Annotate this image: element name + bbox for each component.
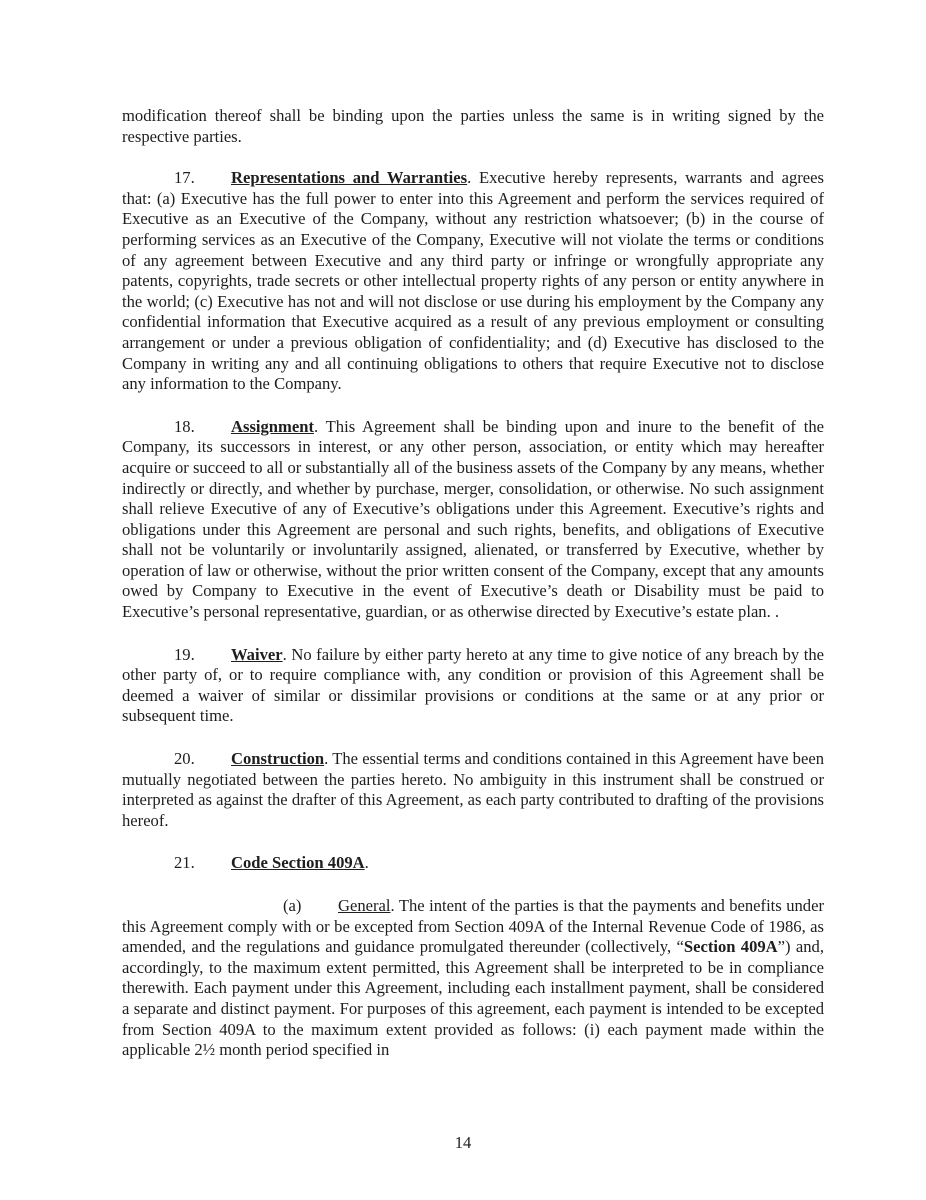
section-heading: Assignment bbox=[231, 416, 314, 436]
subsection-body-end: ”) and, accordingly, to the maximum extent permitted, this Agreement shall be interpreted to be in compliance therewith. Each payment under this Agreement, including each installment payment, shall be considered a separate and distinct payment. For purposes of this agreement, each payment is intended to be excepted from Section 409A to the maximum extent provided as follows: (i) each payment made within the applicable 2½ month period specified in bbox=[122, 937, 824, 1060]
section-body: The essential terms and conditions contained in this Agreement have been mutually negotiated between the parties hereto. No ambiguity in this instrument shall be construed or interpreted as against the drafter of this Agreement, as each party contributed to drafting of the provisions hereof. bbox=[122, 749, 824, 830]
continuation-paragraph: modification thereof shall be binding upon the parties unless the same is in writing signed by the respective parties. bbox=[122, 106, 824, 146]
defined-term: Section 409A bbox=[683, 937, 778, 957]
section-heading-punct: . bbox=[282, 644, 287, 664]
subsection-heading: General bbox=[338, 896, 391, 915]
section-19 bbox=[122, 645, 824, 727]
section-number: 20. bbox=[174, 749, 195, 769]
subsection-label: (a) bbox=[283, 896, 302, 915]
section-heading: Code Section 409A bbox=[231, 853, 365, 873]
section-heading: Waiver bbox=[231, 644, 283, 664]
section-body: This Agreement shall be binding upon and inure to the benefit of the Company, its successors in interest, or any other person, association, or entity which may hereafter acquire or succeed to all or substantially all of the business assets of the Company by any means, whether indirectly or directly, and whether by purchase, merger, consolidation, or otherwise. No such assignment shall relieve Executive of any of Executive’s obligations under this Agreement. Executive’s rights and obligations under this Agreement are personal and such rights, benefits, and obligations of Executive shall not be voluntarily or involuntarily assigned, alienated, or transferred by Executive, whether by operation of law or otherwise, without the prior written consent of the Company, except that any amounts owed by Company to Executive in the event of Executive’s death or Disability must be paid to Executive’s personal representative, guardian, or as otherwise directed by Executive’s estate plan. . bbox=[122, 416, 824, 622]
section-heading: Construction bbox=[231, 749, 325, 769]
section-17 bbox=[122, 168, 824, 395]
section-heading: Representations and Warranties bbox=[231, 168, 468, 188]
subsection-body-start: The intent of the parties is that the payments and benefits under this Agreement comply with or be excepted from Section 409A of the Internal Revenue Code of 1986, as amended, and the regulations and guidance promulgated thereunder (collectively, “ bbox=[122, 896, 824, 957]
page-number: 14 bbox=[454, 1133, 472, 1152]
section-body: No failure by either party hereto at any time to give notice of any breach by the other party of, or to require compliance with, any condition or provision of this Agreement shall be deemed a waiver of similar or dissimilar provisions or conditions at the same or at any prior or subsequent time. bbox=[122, 644, 824, 726]
section-body: Executive hereby represents, warrants and agrees that: (a) Executive has the full power to enter into this Agreement and perform the services required of Executive as an Executive of the Company, without any restriction whatsoever; (b) in the course of performing services as an Executive of the Company, Executive will not violate the terms or conditions of any agreement between Executive and any third party or infringe or wrongfully appropriate any patents, copyrights, trade secrets or other intellectual property rights of any person or entity anywhere in the world; (c) Executive has not and will not disclose or use during his employment by the Company any confidential information that Executive acquired as a result of any previous employment or consulting arrangement or under a previous obligation of confidentiality; and (d) Executive has disclosed to the Company in writing any and all continuing obligations to others that require Executive not to disclose any information to the Company. bbox=[122, 168, 824, 394]
subsection-a bbox=[122, 896, 824, 1061]
section-21 bbox=[122, 853, 824, 874]
section-20 bbox=[122, 749, 824, 831]
section-heading-punct: . bbox=[324, 749, 329, 769]
section-heading-punct: . bbox=[313, 416, 319, 436]
section-number: 17. bbox=[174, 168, 195, 188]
section-heading-punct: . bbox=[467, 168, 472, 188]
section-number: 21. bbox=[174, 853, 195, 873]
subsection-heading-punct: . bbox=[390, 896, 395, 915]
section-heading-punct: . bbox=[364, 853, 369, 873]
section-18 bbox=[122, 417, 824, 623]
section-number: 18. bbox=[174, 416, 195, 436]
section-number: 19. bbox=[174, 644, 195, 664]
document-page bbox=[122, 106, 824, 1083]
